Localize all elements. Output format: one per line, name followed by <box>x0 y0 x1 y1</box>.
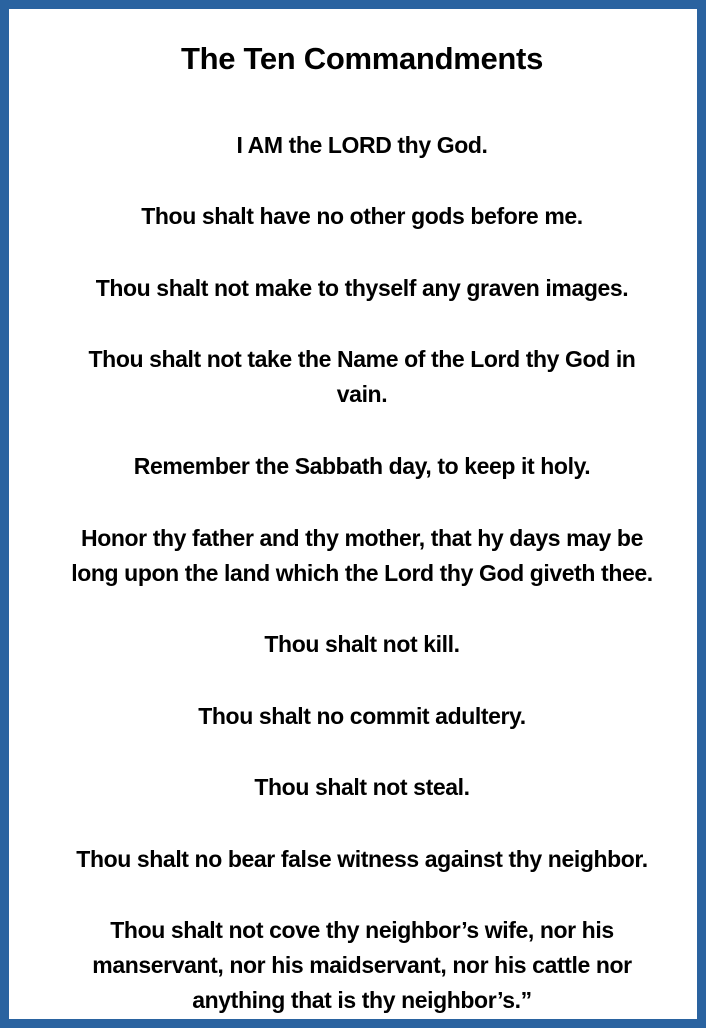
commandments-document <box>18 18 706 1028</box>
commandment-3-line: Thou shalt not make to thyself any graven images. <box>95 275 629 301</box>
page-title: The Ten Commandments <box>180 41 544 76</box>
commandment-4-line-2: vain. <box>336 381 388 407</box>
commandment-5-line: Remember the Sabbath day, to keep it holy. <box>133 453 591 479</box>
commandment-2-line: Thou shalt have no other gods before me. <box>141 203 583 229</box>
commandment-10-line: Thou shalt no bear false witness against thy neighbor. <box>76 846 648 872</box>
commandment-6-line-1: Honor thy father and thy mother, that hy days may be <box>81 525 643 551</box>
commandment-7-line: Thou shalt not kill. <box>264 631 460 657</box>
commandment-6-line-2: long upon the land which the Lord thy God giveth thee. <box>71 560 653 586</box>
commandment-8-line: Thou shalt no commit adultery. <box>198 703 526 729</box>
commandment-1-line: I AM the LORD thy God. <box>236 132 488 158</box>
commandment-4-line-1: Thou shalt not take the Name of the Lord thy God in <box>88 346 636 372</box>
commandment-11-line-3: anything that is thy neighbor’s.” <box>192 987 532 1013</box>
commandment-9-line: Thou shalt not steal. <box>254 774 470 800</box>
commandment-11-line-1: Thou shalt not cove thy neighbor’s wife, nor his <box>110 917 614 943</box>
commandment-11-line-2: manservant, nor his maidservant, nor his cattle nor <box>92 952 632 978</box>
